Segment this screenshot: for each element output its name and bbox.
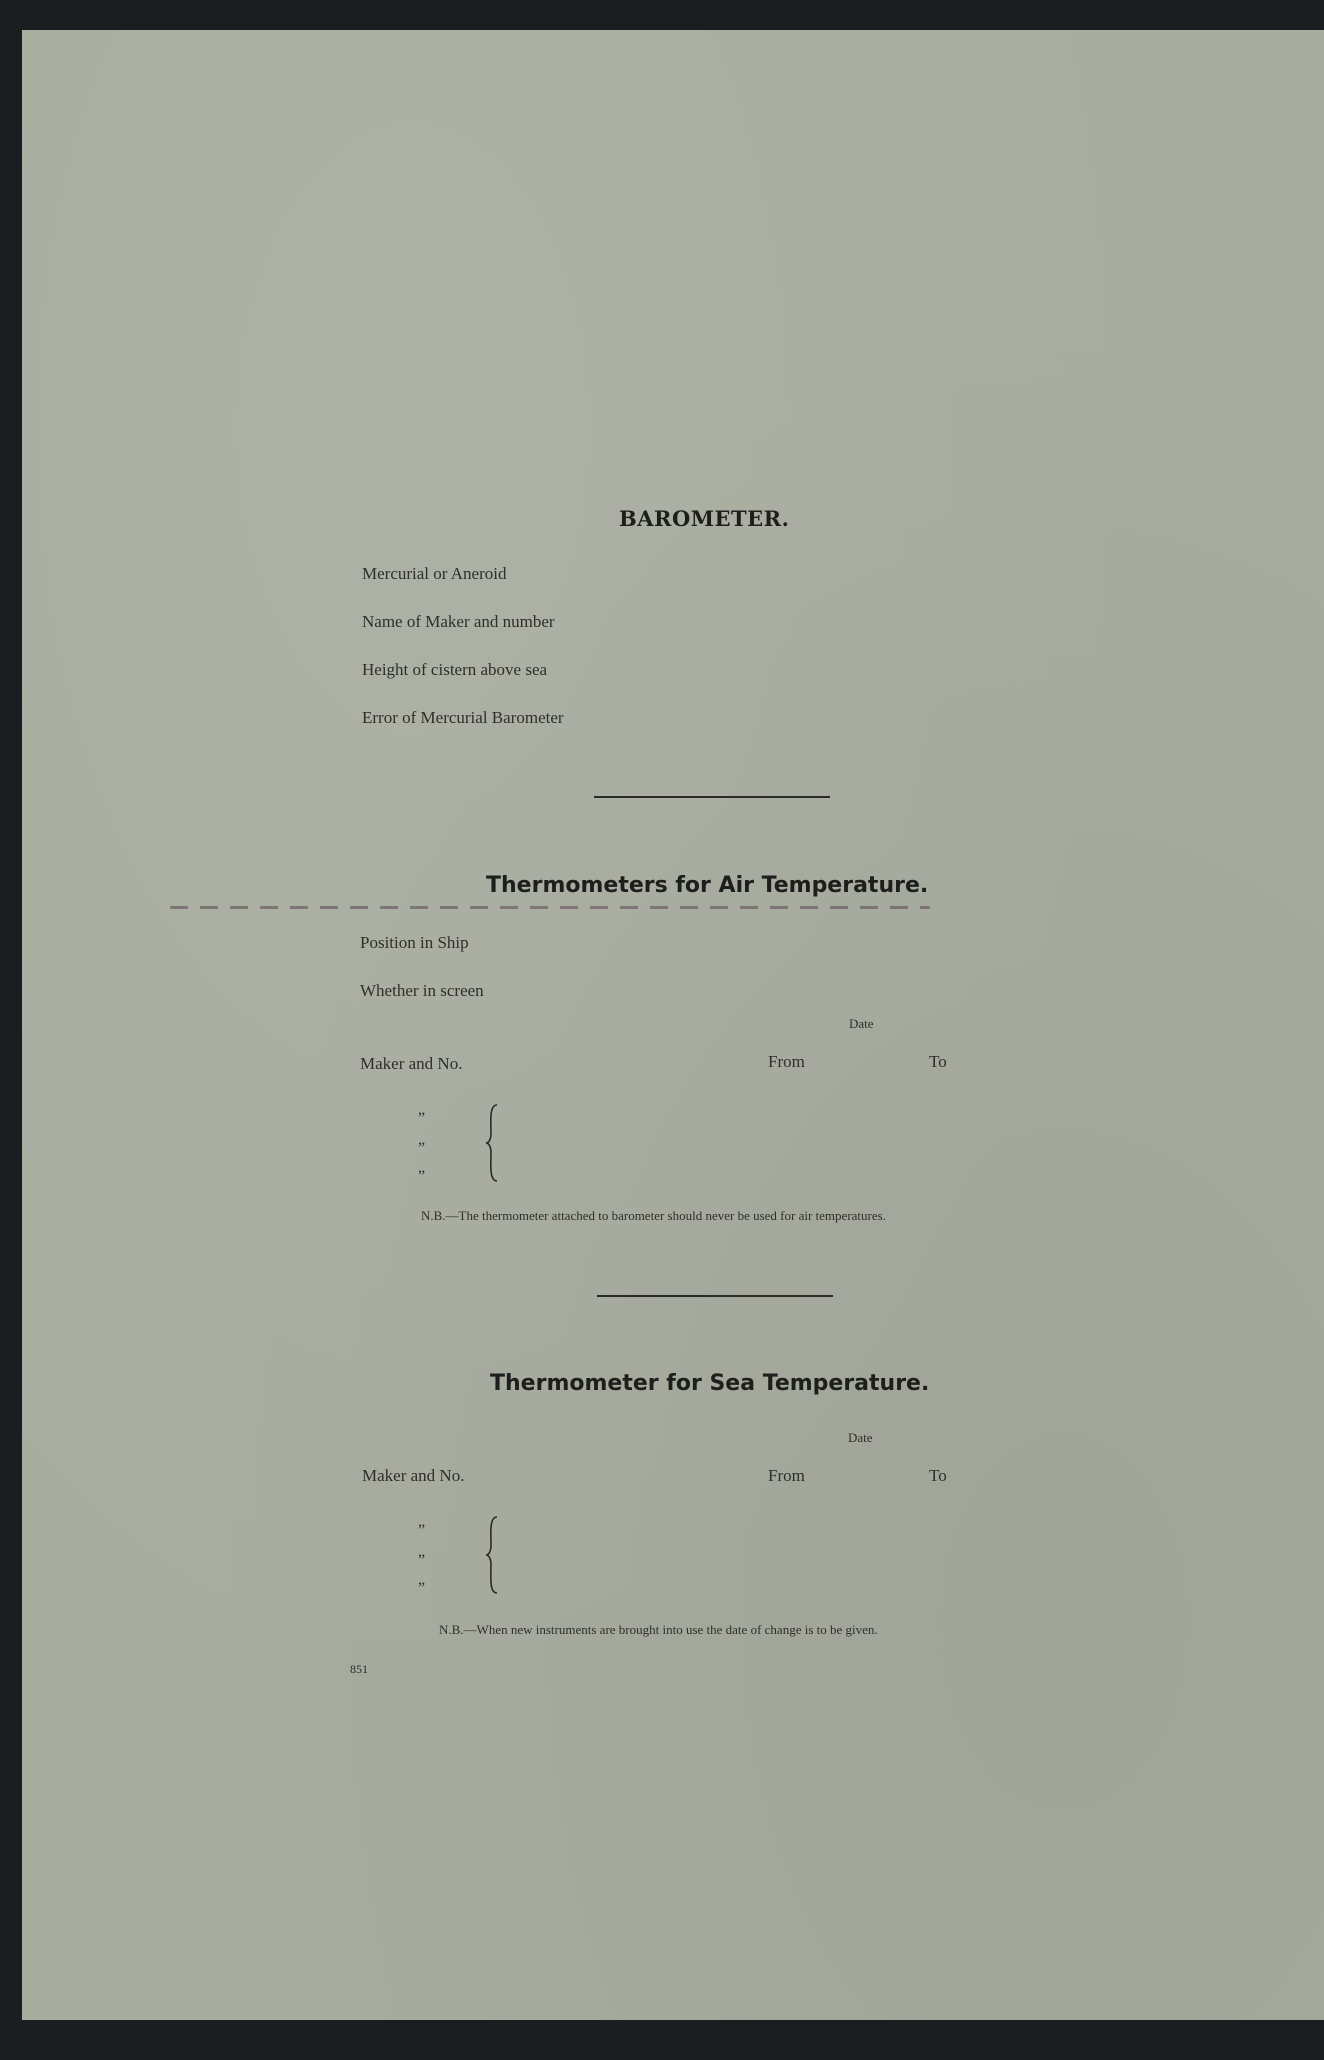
to-label: To xyxy=(929,1466,947,1485)
form-page xyxy=(22,30,1324,2020)
sea-thermometer-heading: Thermometer for Sea Temperature. xyxy=(490,1371,930,1396)
ditto-mark: ” xyxy=(418,1552,426,1569)
from-label: From xyxy=(768,1052,805,1071)
field-cistern-height: Height of cistern above sea xyxy=(362,660,548,679)
field-barometer-error: Error of Mercurial Barometer xyxy=(362,708,564,727)
sea-note: N.B.—When new instruments are brought into use the date of change is to be given. xyxy=(439,1622,878,1637)
field-position-in-ship: Position in Ship xyxy=(360,933,469,952)
from-label: From xyxy=(768,1466,805,1485)
section-divider xyxy=(597,1295,833,1297)
field-maker-and-no: Maker and No. xyxy=(360,1054,463,1073)
ditto-mark: ” xyxy=(418,1522,426,1539)
ditto-mark: ” xyxy=(418,1168,426,1185)
field-maker-and-number: Name of Maker and number xyxy=(362,612,555,631)
barometer-heading: BAROMETER. xyxy=(619,506,790,531)
ditto-mark: ” xyxy=(418,1580,426,1597)
air-thermometers-heading: Thermometers for Air Temperature. xyxy=(486,873,929,898)
air-note: N.B.—The thermometer attached to barometer should never be used for air temperatures. xyxy=(421,1208,886,1223)
date-label: Date xyxy=(849,1016,874,1031)
date-label: Date xyxy=(848,1430,873,1445)
field-maker-and-no: Maker and No. xyxy=(362,1466,465,1485)
ditto-mark: ” xyxy=(418,1140,426,1157)
field-whether-in-screen: Whether in screen xyxy=(360,981,484,1000)
field-mercurial-or-aneroid: Mercurial or Aneroid xyxy=(362,564,507,583)
curly-brace-icon xyxy=(485,1515,499,1595)
curly-brace-icon xyxy=(485,1103,499,1183)
ink-smear xyxy=(170,906,930,909)
section-divider xyxy=(594,796,830,798)
ditto-mark: ” xyxy=(418,1110,426,1127)
page-number: 851 xyxy=(350,1662,368,1676)
to-label: To xyxy=(929,1052,947,1071)
